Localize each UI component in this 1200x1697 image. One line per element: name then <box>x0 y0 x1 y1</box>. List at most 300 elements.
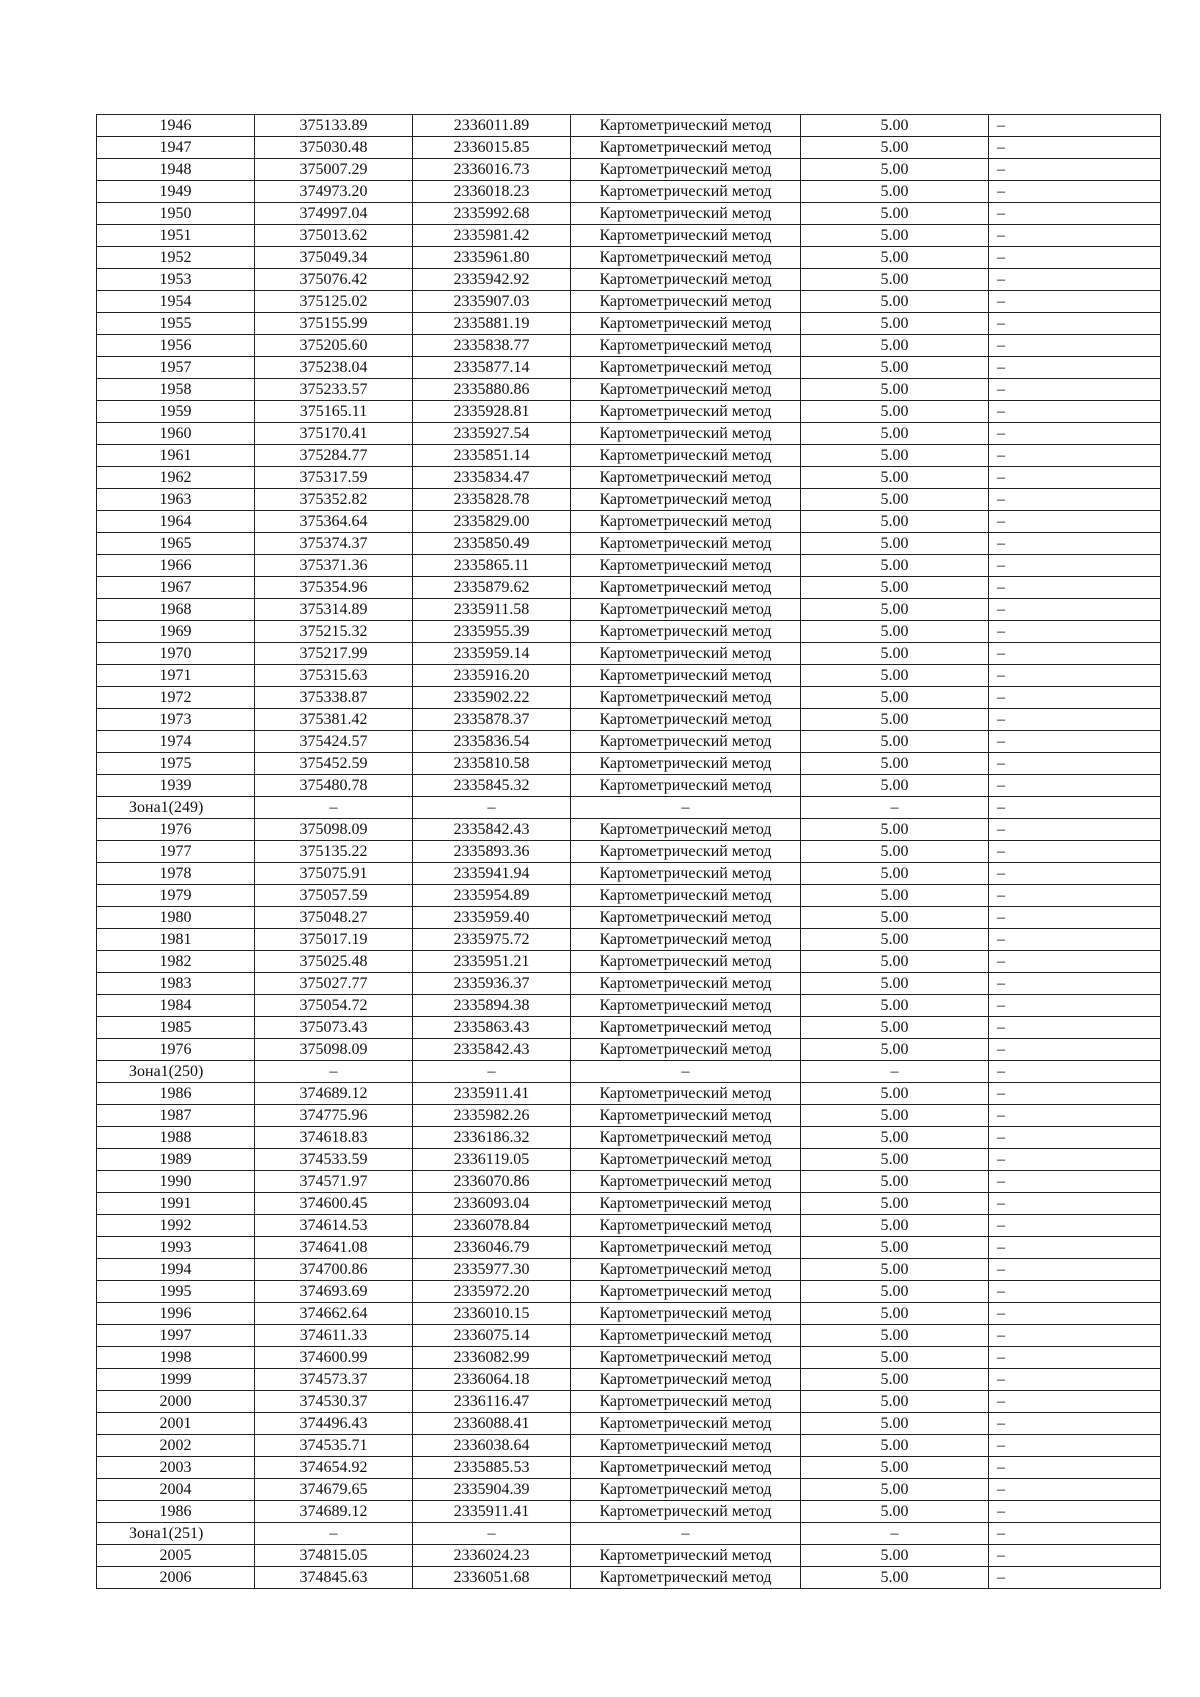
accuracy-cell: 5.00 <box>801 203 989 225</box>
accuracy-cell: 5.00 <box>801 621 989 643</box>
y-coordinate-cell: 2336186.32 <box>413 1127 571 1149</box>
accuracy-cell: 5.00 <box>801 951 989 973</box>
method-cell: Картометрический метод <box>571 181 801 203</box>
accuracy-cell: 5.00 <box>801 181 989 203</box>
accuracy-cell: 5.00 <box>801 731 989 753</box>
table-row <box>97 159 1161 181</box>
y-coordinate-cell: 2336011.89 <box>413 115 571 137</box>
x-coordinate-cell: 374573.37 <box>255 1369 413 1391</box>
accuracy-cell: 5.00 <box>801 863 989 885</box>
x-coordinate-cell: 374533.59 <box>255 1149 413 1171</box>
x-coordinate-cell: 374571.97 <box>255 1171 413 1193</box>
description-cell: – <box>989 577 1161 599</box>
table-row <box>97 1281 1161 1303</box>
x-coordinate-cell: 375017.19 <box>255 929 413 951</box>
x-coordinate-cell: 375314.89 <box>255 599 413 621</box>
point-number-cell: 1967 <box>97 577 255 599</box>
x-coordinate-cell: – <box>255 797 413 819</box>
description-cell: – <box>989 1149 1161 1171</box>
table-row <box>97 555 1161 577</box>
accuracy-cell: 5.00 <box>801 489 989 511</box>
table-row <box>97 599 1161 621</box>
table-row <box>97 1149 1161 1171</box>
method-cell: Картометрический метод <box>571 511 801 533</box>
x-coordinate-cell: 374693.69 <box>255 1281 413 1303</box>
accuracy-cell: 5.00 <box>801 1017 989 1039</box>
point-number-cell: 1968 <box>97 599 255 621</box>
description-cell: – <box>989 291 1161 313</box>
point-number-cell: 1972 <box>97 687 255 709</box>
point-number-cell: 1980 <box>97 907 255 929</box>
coordinates-table-body <box>97 115 1161 1589</box>
y-coordinate-cell: 2335961.80 <box>413 247 571 269</box>
method-cell: Картометрический метод <box>571 1501 801 1523</box>
table-row <box>97 1127 1161 1149</box>
table-row <box>97 841 1161 863</box>
description-cell: – <box>989 1391 1161 1413</box>
x-coordinate-cell: – <box>255 1523 413 1545</box>
table-row <box>97 445 1161 467</box>
description-cell: – <box>989 1039 1161 1061</box>
accuracy-cell: 5.00 <box>801 1567 989 1589</box>
accuracy-cell: 5.00 <box>801 775 989 797</box>
x-coordinate-cell: 374973.20 <box>255 181 413 203</box>
method-cell: Картометрический метод <box>571 885 801 907</box>
x-coordinate-cell: 375238.04 <box>255 357 413 379</box>
point-number-cell: 1948 <box>97 159 255 181</box>
table-row <box>97 885 1161 907</box>
accuracy-cell: 5.00 <box>801 555 989 577</box>
x-coordinate-cell: 374997.04 <box>255 203 413 225</box>
description-cell: – <box>989 929 1161 951</box>
table-row <box>97 775 1161 797</box>
x-coordinate-cell: 374600.45 <box>255 1193 413 1215</box>
description-cell: – <box>989 1281 1161 1303</box>
accuracy-cell: 5.00 <box>801 1259 989 1281</box>
y-coordinate-cell: 2335829.00 <box>413 511 571 533</box>
method-cell: Картометрический метод <box>571 709 801 731</box>
method-cell: Картометрический метод <box>571 1237 801 1259</box>
accuracy-cell: 5.00 <box>801 1325 989 1347</box>
y-coordinate-cell: 2335893.36 <box>413 841 571 863</box>
method-cell: Картометрический метод <box>571 1545 801 1567</box>
method-cell: Картометрический метод <box>571 819 801 841</box>
table-row <box>97 863 1161 885</box>
method-cell: Картометрический метод <box>571 1281 801 1303</box>
point-number-cell: 1999 <box>97 1369 255 1391</box>
y-coordinate-cell: 2335885.53 <box>413 1457 571 1479</box>
y-coordinate-cell: 2335838.77 <box>413 335 571 357</box>
accuracy-cell: 5.00 <box>801 973 989 995</box>
description-cell: – <box>989 1017 1161 1039</box>
x-coordinate-cell: – <box>255 1061 413 1083</box>
method-cell: Картометрический метод <box>571 115 801 137</box>
accuracy-cell: 5.00 <box>801 1215 989 1237</box>
x-coordinate-cell: 375381.42 <box>255 709 413 731</box>
point-number-cell: 1985 <box>97 1017 255 1039</box>
description-cell: – <box>989 1567 1161 1589</box>
table-row <box>97 709 1161 731</box>
y-coordinate-cell: 2336064.18 <box>413 1369 571 1391</box>
y-coordinate-cell: 2336038.64 <box>413 1435 571 1457</box>
accuracy-cell: 5.00 <box>801 1347 989 1369</box>
x-coordinate-cell: 374689.12 <box>255 1083 413 1105</box>
point-number-cell: 1983 <box>97 973 255 995</box>
point-number-cell: 1971 <box>97 665 255 687</box>
table-row <box>97 819 1161 841</box>
table-row <box>97 665 1161 687</box>
description-cell: – <box>989 665 1161 687</box>
method-cell: Картометрический метод <box>571 753 801 775</box>
description-cell: – <box>989 643 1161 665</box>
accuracy-cell: 5.00 <box>801 401 989 423</box>
point-number-cell: 2004 <box>97 1479 255 1501</box>
x-coordinate-cell: 375098.09 <box>255 819 413 841</box>
method-cell: Картометрический метод <box>571 1413 801 1435</box>
y-coordinate-cell: 2335955.39 <box>413 621 571 643</box>
method-cell: Картометрический метод <box>571 863 801 885</box>
x-coordinate-cell: 375013.62 <box>255 225 413 247</box>
description-cell: – <box>989 621 1161 643</box>
method-cell: Картометрический метод <box>571 423 801 445</box>
table-row <box>97 1325 1161 1347</box>
y-coordinate-cell: 2335916.20 <box>413 665 571 687</box>
point-number-cell: 1987 <box>97 1105 255 1127</box>
accuracy-cell: 5.00 <box>801 665 989 687</box>
point-number-cell: 1955 <box>97 313 255 335</box>
table-row <box>97 335 1161 357</box>
description-cell: – <box>989 797 1161 819</box>
y-coordinate-cell: 2335942.92 <box>413 269 571 291</box>
description-cell: – <box>989 1083 1161 1105</box>
point-number-cell: 1986 <box>97 1083 255 1105</box>
point-number-cell: 1959 <box>97 401 255 423</box>
method-cell: Картометрический метод <box>571 1391 801 1413</box>
method-cell: – <box>571 1523 801 1545</box>
accuracy-cell: 5.00 <box>801 643 989 665</box>
table-row <box>97 511 1161 533</box>
y-coordinate-cell: 2336116.47 <box>413 1391 571 1413</box>
x-coordinate-cell: 375025.48 <box>255 951 413 973</box>
table-row <box>97 1391 1161 1413</box>
description-cell: – <box>989 489 1161 511</box>
table-row <box>97 489 1161 511</box>
y-coordinate-cell: 2336119.05 <box>413 1149 571 1171</box>
method-cell: Картометрический метод <box>571 665 801 687</box>
table-row <box>97 1369 1161 1391</box>
description-cell: – <box>989 1479 1161 1501</box>
description-cell: – <box>989 731 1161 753</box>
x-coordinate-cell: 374845.63 <box>255 1567 413 1589</box>
accuracy-cell: 5.00 <box>801 885 989 907</box>
y-coordinate-cell: 2335851.14 <box>413 445 571 467</box>
description-cell: – <box>989 137 1161 159</box>
accuracy-cell: 5.00 <box>801 841 989 863</box>
point-number-cell: 1988 <box>97 1127 255 1149</box>
y-coordinate-cell: 2335842.43 <box>413 819 571 841</box>
table-row <box>97 687 1161 709</box>
table-row <box>97 533 1161 555</box>
y-coordinate-cell: 2335959.40 <box>413 907 571 929</box>
point-number-cell: 1951 <box>97 225 255 247</box>
y-coordinate-cell: 2335911.58 <box>413 599 571 621</box>
accuracy-cell: 5.00 <box>801 1127 989 1149</box>
method-cell: Картометрический метод <box>571 1193 801 1215</box>
accuracy-cell: 5.00 <box>801 445 989 467</box>
table-row <box>97 1413 1161 1435</box>
method-cell: Картометрический метод <box>571 599 801 621</box>
point-number-cell: 1954 <box>97 291 255 313</box>
accuracy-cell: 5.00 <box>801 225 989 247</box>
x-coordinate-cell: 375007.29 <box>255 159 413 181</box>
description-cell: – <box>989 753 1161 775</box>
accuracy-cell: 5.00 <box>801 1193 989 1215</box>
point-number-cell: 1949 <box>97 181 255 203</box>
x-coordinate-cell: 375125.02 <box>255 291 413 313</box>
x-coordinate-cell: 375057.59 <box>255 885 413 907</box>
description-cell: – <box>989 269 1161 291</box>
x-coordinate-cell: 375165.11 <box>255 401 413 423</box>
x-coordinate-cell: 374496.43 <box>255 1413 413 1435</box>
point-number-cell: 1976 <box>97 819 255 841</box>
point-number-cell: 1963 <box>97 489 255 511</box>
point-number-cell: Зона1(249) <box>97 797 255 819</box>
point-number-cell: Зона1(251) <box>97 1523 255 1545</box>
y-coordinate-cell: 2335977.30 <box>413 1259 571 1281</box>
table-row <box>97 1171 1161 1193</box>
accuracy-cell: 5.00 <box>801 599 989 621</box>
accuracy-cell: 5.00 <box>801 1171 989 1193</box>
method-cell: Картометрический метод <box>571 1347 801 1369</box>
description-cell: – <box>989 159 1161 181</box>
y-coordinate-cell: 2335842.43 <box>413 1039 571 1061</box>
method-cell: Картометрический метод <box>571 687 801 709</box>
accuracy-cell: 5.00 <box>801 1501 989 1523</box>
method-cell: Картометрический метод <box>571 313 801 335</box>
method-cell: Картометрический метод <box>571 929 801 951</box>
method-cell: Картометрический метод <box>571 1435 801 1457</box>
accuracy-cell: 5.00 <box>801 709 989 731</box>
x-coordinate-cell: 375480.78 <box>255 775 413 797</box>
y-coordinate-cell: 2335863.43 <box>413 1017 571 1039</box>
point-number-cell: 1978 <box>97 863 255 885</box>
description-cell: – <box>989 1435 1161 1457</box>
point-number-cell: 1989 <box>97 1149 255 1171</box>
accuracy-cell: 5.00 <box>801 687 989 709</box>
x-coordinate-cell: 374689.12 <box>255 1501 413 1523</box>
description-cell: – <box>989 401 1161 423</box>
accuracy-cell: 5.00 <box>801 929 989 951</box>
x-coordinate-cell: 375374.37 <box>255 533 413 555</box>
method-cell: Картометрический метод <box>571 577 801 599</box>
y-coordinate-cell: 2335972.20 <box>413 1281 571 1303</box>
point-number-cell: 1961 <box>97 445 255 467</box>
x-coordinate-cell: 375076.42 <box>255 269 413 291</box>
x-coordinate-cell: 375452.59 <box>255 753 413 775</box>
description-cell: – <box>989 995 1161 1017</box>
point-number-cell: 1992 <box>97 1215 255 1237</box>
x-coordinate-cell: 375284.77 <box>255 445 413 467</box>
y-coordinate-cell: 2335865.11 <box>413 555 571 577</box>
method-cell: Картометрический метод <box>571 533 801 555</box>
y-coordinate-cell: 2335877.14 <box>413 357 571 379</box>
y-coordinate-cell: 2335810.58 <box>413 753 571 775</box>
x-coordinate-cell: 375338.87 <box>255 687 413 709</box>
table-row <box>97 621 1161 643</box>
method-cell: Картометрический метод <box>571 1149 801 1171</box>
method-cell: Картометрический метод <box>571 467 801 489</box>
description-cell: – <box>989 1457 1161 1479</box>
y-coordinate-cell: 2336078.84 <box>413 1215 571 1237</box>
table-row <box>97 291 1161 313</box>
description-cell: – <box>989 1303 1161 1325</box>
point-number-cell: 1996 <box>97 1303 255 1325</box>
method-cell: Картометрический метод <box>571 269 801 291</box>
accuracy-cell: 5.00 <box>801 995 989 1017</box>
accuracy-cell: 5.00 <box>801 753 989 775</box>
accuracy-cell: 5.00 <box>801 907 989 929</box>
table-row <box>97 951 1161 973</box>
y-coordinate-cell: 2335941.94 <box>413 863 571 885</box>
accuracy-cell: 5.00 <box>801 533 989 555</box>
method-cell: Картометрический метод <box>571 1259 801 1281</box>
table-row <box>97 731 1161 753</box>
x-coordinate-cell: 375424.57 <box>255 731 413 753</box>
table-row <box>97 1193 1161 1215</box>
y-coordinate-cell: 2335850.49 <box>413 533 571 555</box>
point-number-cell: 1990 <box>97 1171 255 1193</box>
method-cell: Картометрический метод <box>571 995 801 1017</box>
table-row <box>97 313 1161 335</box>
method-cell: Картометрический метод <box>571 291 801 313</box>
description-cell: – <box>989 181 1161 203</box>
description-cell: – <box>989 775 1161 797</box>
x-coordinate-cell: 374700.86 <box>255 1259 413 1281</box>
method-cell: Картометрический метод <box>571 225 801 247</box>
description-cell: – <box>989 599 1161 621</box>
y-coordinate-cell: 2335828.78 <box>413 489 571 511</box>
description-cell: – <box>989 247 1161 269</box>
accuracy-cell: 5.00 <box>801 577 989 599</box>
accuracy-cell: 5.00 <box>801 1039 989 1061</box>
point-number-cell: 1982 <box>97 951 255 973</box>
table-row <box>97 995 1161 1017</box>
x-coordinate-cell: 374662.64 <box>255 1303 413 1325</box>
y-coordinate-cell: 2335834.47 <box>413 467 571 489</box>
point-number-cell: 1981 <box>97 929 255 951</box>
point-number-cell: 2003 <box>97 1457 255 1479</box>
zone-header-row <box>97 1061 1161 1083</box>
method-cell: Картометрический метод <box>571 1039 801 1061</box>
y-coordinate-cell: – <box>413 1061 571 1083</box>
accuracy-cell: 5.00 <box>801 247 989 269</box>
accuracy-cell: 5.00 <box>801 1105 989 1127</box>
table-row <box>97 1545 1161 1567</box>
x-coordinate-cell: 375133.89 <box>255 115 413 137</box>
method-cell: Картометрический метод <box>571 401 801 423</box>
accuracy-cell: 5.00 <box>801 467 989 489</box>
x-coordinate-cell: 375155.99 <box>255 313 413 335</box>
x-coordinate-cell: 375364.64 <box>255 511 413 533</box>
point-number-cell: 1953 <box>97 269 255 291</box>
accuracy-cell: 5.00 <box>801 1479 989 1501</box>
accuracy-cell: 5.00 <box>801 1545 989 1567</box>
description-cell: – <box>989 335 1161 357</box>
method-cell: Картометрический метод <box>571 643 801 665</box>
method-cell: Картометрический метод <box>571 379 801 401</box>
table-row <box>97 357 1161 379</box>
table-row <box>97 203 1161 225</box>
table-row <box>97 1105 1161 1127</box>
point-number-cell: 1977 <box>97 841 255 863</box>
method-cell: Картометрический метод <box>571 335 801 357</box>
description-cell: – <box>989 1105 1161 1127</box>
accuracy-cell: 5.00 <box>801 379 989 401</box>
table-row <box>97 1501 1161 1523</box>
method-cell: Картометрический метод <box>571 1127 801 1149</box>
point-number-cell: 1956 <box>97 335 255 357</box>
y-coordinate-cell: 2336070.86 <box>413 1171 571 1193</box>
y-coordinate-cell: 2335904.39 <box>413 1479 571 1501</box>
x-coordinate-cell: 374530.37 <box>255 1391 413 1413</box>
description-cell: – <box>989 313 1161 335</box>
point-number-cell: 1974 <box>97 731 255 753</box>
accuracy-cell: 5.00 <box>801 1303 989 1325</box>
method-cell: Картометрический метод <box>571 357 801 379</box>
point-number-cell: 1991 <box>97 1193 255 1215</box>
table-row <box>97 225 1161 247</box>
method-cell: – <box>571 1061 801 1083</box>
description-cell: – <box>989 1259 1161 1281</box>
point-number-cell: 1939 <box>97 775 255 797</box>
y-coordinate-cell: 2336051.68 <box>413 1567 571 1589</box>
point-number-cell: 1964 <box>97 511 255 533</box>
x-coordinate-cell: 374775.96 <box>255 1105 413 1127</box>
description-cell: – <box>989 973 1161 995</box>
description-cell: – <box>989 709 1161 731</box>
point-number-cell: 1947 <box>97 137 255 159</box>
accuracy-cell: 5.00 <box>801 159 989 181</box>
table-row <box>97 1347 1161 1369</box>
table-row <box>97 1083 1161 1105</box>
zone-header-row <box>97 797 1161 819</box>
y-coordinate-cell: 2335951.21 <box>413 951 571 973</box>
accuracy-cell: 5.00 <box>801 1369 989 1391</box>
description-cell: – <box>989 1061 1161 1083</box>
point-number-cell: 1984 <box>97 995 255 1017</box>
accuracy-cell: – <box>801 1061 989 1083</box>
table-row <box>97 973 1161 995</box>
table-row <box>97 1039 1161 1061</box>
y-coordinate-cell: 2335902.22 <box>413 687 571 709</box>
coordinates-table <box>96 114 1161 1589</box>
point-number-cell: 1998 <box>97 1347 255 1369</box>
x-coordinate-cell: 375233.57 <box>255 379 413 401</box>
accuracy-cell: 5.00 <box>801 291 989 313</box>
method-cell: Картометрический метод <box>571 951 801 973</box>
point-number-cell: 2006 <box>97 1567 255 1589</box>
y-coordinate-cell: 2335911.41 <box>413 1501 571 1523</box>
point-number-cell: 2005 <box>97 1545 255 1567</box>
accuracy-cell: – <box>801 1523 989 1545</box>
x-coordinate-cell: 375098.09 <box>255 1039 413 1061</box>
x-coordinate-cell: 375205.60 <box>255 335 413 357</box>
y-coordinate-cell: 2336082.99 <box>413 1347 571 1369</box>
point-number-cell: 2001 <box>97 1413 255 1435</box>
table-row <box>97 115 1161 137</box>
x-coordinate-cell: 375027.77 <box>255 973 413 995</box>
y-coordinate-cell: 2335992.68 <box>413 203 571 225</box>
